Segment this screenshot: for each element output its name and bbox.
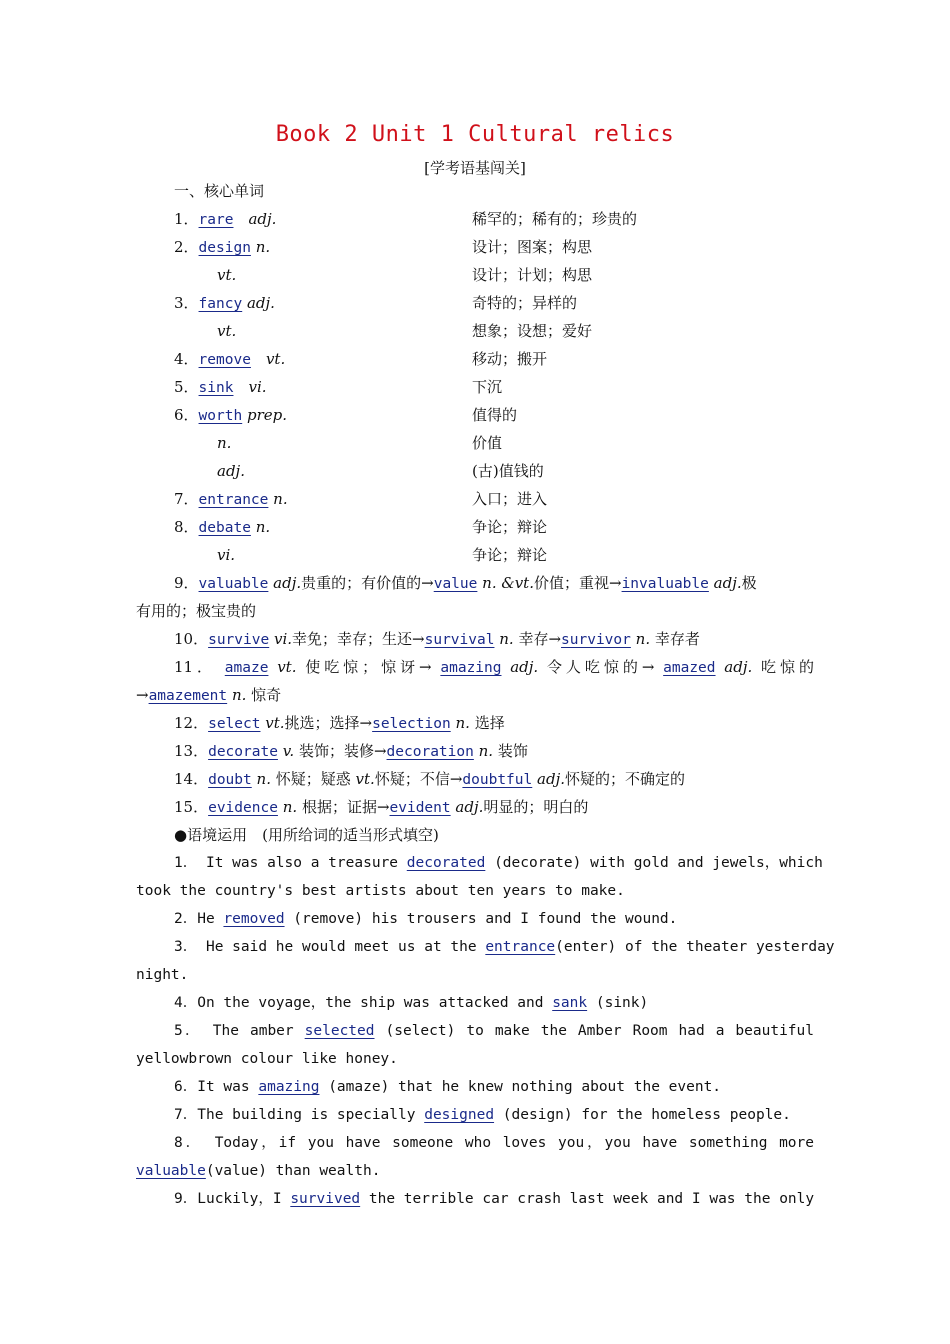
sentence-item: 8． Today，if you have someone who loves you，you have something more: [174, 1135, 814, 1151]
word-row: 12．select vt.挑选；选择→selection n. 选择: [174, 714, 505, 732]
word-row: 2．design n. 设计；图案；构思: [174, 238, 593, 256]
word-row: 15．evidence n. 根据；证据→evident adj.明显的；明白的: [174, 798, 589, 816]
page-title: Book 2 Unit 1 Cultural relics: [275, 122, 675, 147]
word-row: 10．survive vi.幸免；幸存；生还→survival n. 幸存→survivor n. 幸存者: [174, 630, 700, 648]
word-row: vt. 想象；设想；爱好: [217, 322, 593, 340]
answer-word: debate: [198, 520, 251, 536]
word-row: vt. 设计；计划；构思: [217, 266, 593, 284]
sentence-continued: took the country's best artists about ten years to make.: [136, 883, 625, 899]
word-row: 4．remove vt. 移动；搬开: [174, 350, 548, 368]
word-row: 13．decorate v. 装饰；装修→decoration n. 装饰: [174, 742, 528, 760]
word-row: vi. 争论；辩论: [217, 546, 548, 564]
word-row: 9．valuable adj.贵重的；有价值的→value n. &vt.价值；重视→invaluable adj.极: [174, 574, 757, 592]
sentence-continued: night.: [136, 967, 189, 983]
sentence-item: 1． It was also a treasure decorated (decorate) with gold and jewels，which: [174, 855, 823, 871]
answer-word: fancy: [198, 296, 243, 312]
word-row: 3．fancy adj. 奇特的；异样的: [174, 294, 578, 312]
word-row: 5．sink vi. 下沉: [174, 378, 503, 396]
answer-word: entrance: [198, 492, 269, 508]
section-heading: 一、核心单词: [174, 182, 265, 200]
sentence-continued: valuable(value) than wealth.: [136, 1163, 381, 1179]
sentence-item: 6．It was amazing (amaze) that he knew nothing about the event.: [174, 1079, 722, 1095]
answer-word: sink: [198, 380, 234, 396]
answer-word: remove: [198, 352, 251, 368]
word-row: 6．worth prep. 值得的: [174, 406, 518, 424]
word-row: adj. (古)值钱的: [217, 462, 544, 480]
sentence-continued: yellowbrown colour like honey.: [136, 1051, 398, 1067]
word-row: 8．debate n. 争论；辩论: [174, 518, 548, 536]
sentence-item: 2．He removed (remove) his trousers and I found the wound.: [174, 911, 678, 927]
sentence-item: 3． He said he would meet us at the entrance(enter) of the theater yesterday: [174, 939, 835, 955]
word-row-continued: 有用的；极宝贵的: [136, 602, 257, 620]
word-row: 1．rare adj. 稀罕的；稀有的；珍贵的: [174, 210, 638, 228]
section-heading: ●语境运用 (用所给词的适当形式填空): [174, 826, 439, 844]
answer-word: design: [198, 240, 251, 256]
answer-word: worth: [198, 408, 243, 424]
sentence-item: 9．Luckily，I survived the terrible car crash last week and I was the only: [174, 1191, 815, 1207]
sentence-item: 7．The building is specially designed (design) for the homeless people.: [174, 1107, 791, 1123]
sentence-item: 5． The amber selected (select) to make the Amber Room had a beautiful: [174, 1023, 815, 1039]
word-row: n. 价值: [217, 434, 503, 452]
page-subtitle: [学考语基闯关]: [424, 159, 526, 177]
sentence-item: 4．On the voyage，the ship was attacked and sank (sink): [174, 995, 649, 1011]
answer-word: rare: [198, 212, 234, 228]
word-row: 14．doubt n. 怀疑；疑惑 vt.怀疑；不信→doubtful adj.怀疑的；不确定的: [174, 770, 686, 788]
word-row: 7．entrance n. 入口；进入: [174, 490, 548, 508]
word-row: 11． amaze vt. 使吃惊；惊讶→ amazing adj. 令人吃惊的→ amazed adj. 吃惊的: [174, 658, 814, 676]
word-row-continued: →amazement n. 惊奇: [136, 686, 282, 704]
